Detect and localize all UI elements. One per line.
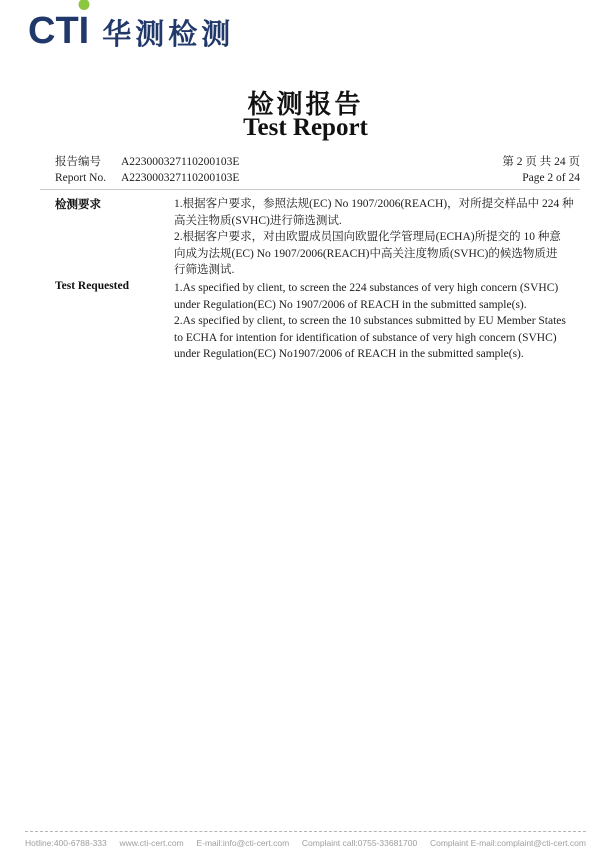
en-line: under Regulation(EC) No 1907/2006 of REACH in the submitted sample(s). bbox=[174, 298, 527, 311]
report-info-row-cn bbox=[55, 154, 580, 170]
test-requested-body-cn bbox=[174, 196, 584, 279]
test-requested-body-en bbox=[174, 280, 584, 363]
en-line: under Regulation(EC) No1907/2006 of REACH in the submitted sample(s). bbox=[174, 348, 524, 361]
footer-hotline: Hotline:400-6788-333 bbox=[25, 838, 107, 848]
footer-divider bbox=[25, 831, 586, 832]
cti-logo-ct: CT bbox=[28, 10, 79, 52]
report-info-row-en bbox=[55, 170, 580, 186]
page-indicator-cn: 第 2 页 共 24 页 bbox=[502, 156, 580, 168]
cn-line: 2.根据客户要求，对由欧盟成员国向欧盟化学管理局(ECHA)所提交的 10 种意 bbox=[174, 231, 561, 244]
report-no-label-cn: 报告编号 bbox=[55, 156, 101, 168]
report-info-block bbox=[55, 154, 580, 186]
green-dot-icon bbox=[78, 0, 89, 10]
report-no-value-en: A223000327110200103E bbox=[121, 172, 240, 184]
en-line: to ECHA for intention for identification of substance of very high concern (SVHC) bbox=[174, 331, 557, 344]
cti-logo-i: I bbox=[79, 12, 90, 50]
report-no-value: A223000327110200103E bbox=[121, 156, 240, 168]
cti-logo-chinese-name: 华测检测 bbox=[102, 18, 235, 51]
test-requested-label-en: Test Requested bbox=[55, 280, 130, 292]
report-title-cn: 检测报告 bbox=[247, 89, 364, 119]
footer-complaint-email: Complaint E-mail:complaint@cti-cert.com bbox=[429, 838, 586, 848]
cti-logo bbox=[28, 12, 234, 50]
report-title-en: Test Report bbox=[243, 114, 368, 141]
report-no-label-en: Report No. bbox=[55, 172, 107, 184]
en-line: 2.As specified by client, to screen the 10 substances submitted by EU Member States bbox=[174, 315, 566, 328]
cti-logo-text bbox=[28, 12, 89, 50]
footer-email: E-mail:info@cti-cert.com bbox=[196, 838, 290, 848]
page-indicator-en: Page 2 of 24 bbox=[522, 172, 580, 184]
cn-line: 行筛选测试. bbox=[174, 264, 235, 277]
cn-line: 向成为法规(EC) No 1907/2006(REACH)中高关注度物质(SVHC)的候选物质进 bbox=[174, 247, 558, 260]
header-divider bbox=[40, 189, 580, 190]
footer-complaint-call: Complaint call:0755-33681700 bbox=[301, 838, 418, 848]
footer-contact-bar bbox=[25, 837, 586, 849]
test-requested-label-cn: 检测要求 bbox=[55, 199, 101, 211]
cn-line: 1.根据客户要求，参照法规(EC) No 1907/2006(REACH)，对所提交样品中 224 种 bbox=[174, 198, 574, 210]
footer-website: www.cti-cert.com bbox=[119, 838, 184, 848]
cn-line: 高关注物质(SVHC)进行筛选测试. bbox=[174, 214, 342, 227]
en-line: 1.As specified by client, to screen the 224 substances of very high concern (SVHC) bbox=[174, 282, 559, 294]
